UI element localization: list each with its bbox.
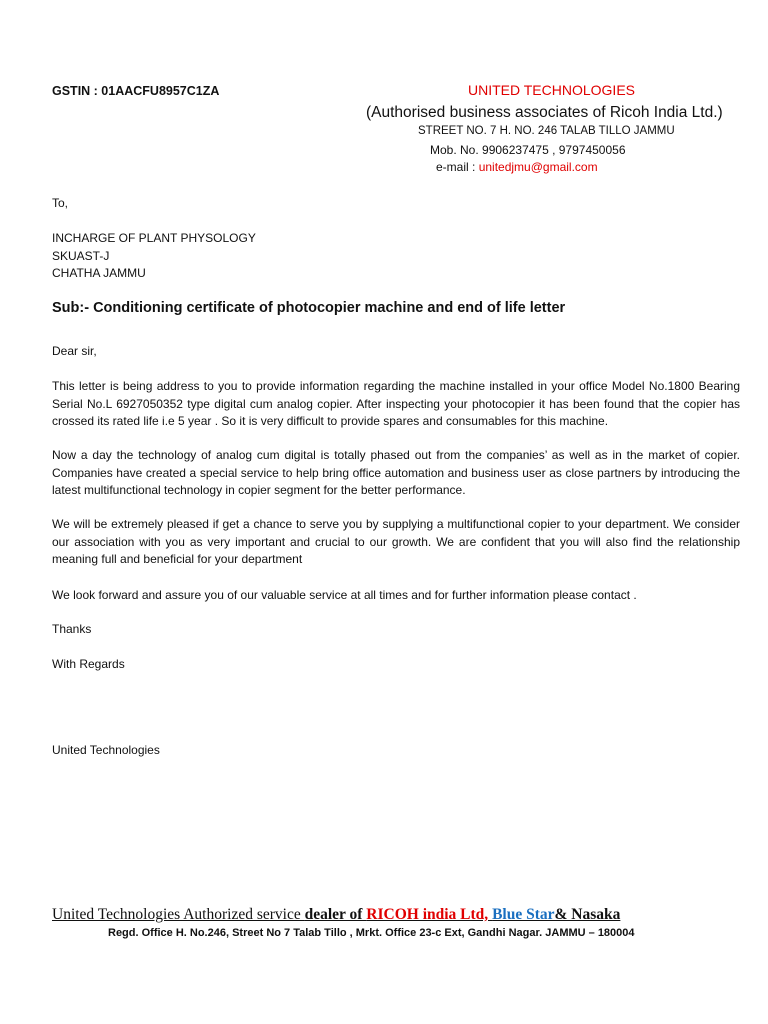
- body-paragraph: We look forward and assure you of our valuable service at all times and for further information please contact .: [52, 588, 637, 602]
- footer-plain-text: United Technologies Authorized service: [52, 906, 305, 923]
- footer-office-address: Regd. Office H. No.246, Street No 7 Talab Tillo , Mrkt. Office 23-c Ext, Gandhi Nagar. JAMMU – 180004: [108, 927, 635, 939]
- body-paragraph: We will be extremely pleased if get a chance to serve you by supplying a multifunctional copier to your department. We consider our association with you as very important and crucial to our growth. We are confident that you will also find the relationship meaning full and beneficial for your department: [52, 517, 740, 566]
- gstin-number: GSTIN : 01AACFU8957C1ZA: [52, 84, 220, 98]
- regards-line: With Regards: [52, 657, 125, 671]
- email-label: e-mail :: [436, 160, 479, 174]
- footer-bold-text: dealer of: [304, 906, 367, 923]
- recipient-line: CHATHA JAMMU: [52, 266, 146, 280]
- body-paragraph: This letter is being address to you to provide information regarding the machine installed in your office Model No.1800 Bearing Serial No.L 6927050352 type digital cum analog copier. After inspecting your photocopier it has been found that the copier has crossed its rated life i.e 5 year . So it is very difficult to provide spares and consumables for this machine.: [52, 379, 740, 428]
- salutation: Dear sir,: [52, 344, 97, 358]
- footer-nasaka-text: & Nasaka: [554, 906, 621, 923]
- mobile-numbers: Mob. No. 9906237475 , 9797450056: [430, 143, 626, 157]
- association-line: (Authorised business associates of Ricoh India Ltd.): [366, 104, 723, 121]
- footer-dealer-line: [52, 906, 620, 924]
- thanks-line: Thanks: [52, 622, 92, 636]
- email-line: [436, 160, 598, 174]
- company-name: UNITED TECHNOLOGIES: [468, 82, 635, 98]
- signature-name: United Technologies: [52, 743, 160, 757]
- body-paragraph: Now a day the technology of analog cum digital is totally phased out from the companies’ as well as in the market of copier. Companies have created a special service to help bring office automation and business user as close partners by introducing the latest multifunctional technology in copier segment for the better performance.: [52, 448, 740, 497]
- subject-line: Sub:- Conditioning certificate of photocopier machine and end of life letter: [52, 300, 566, 316]
- recipient-line: SKUAST-J: [52, 248, 110, 263]
- footer-ricoh-text: RICOH india Ltd,: [366, 906, 493, 923]
- to-line: To,: [52, 196, 69, 210]
- email-address: unitedjmu@gmail.com: [478, 160, 598, 174]
- street-address: STREET NO. 7 H. NO. 246 TALAB TILLO JAMMU: [418, 125, 675, 137]
- recipient-line: INCHARGE OF PLANT PHYSOLOGY: [52, 231, 256, 245]
- footer-bluestar-text: Blue Star: [492, 906, 555, 923]
- recipient-block: [52, 230, 256, 283]
